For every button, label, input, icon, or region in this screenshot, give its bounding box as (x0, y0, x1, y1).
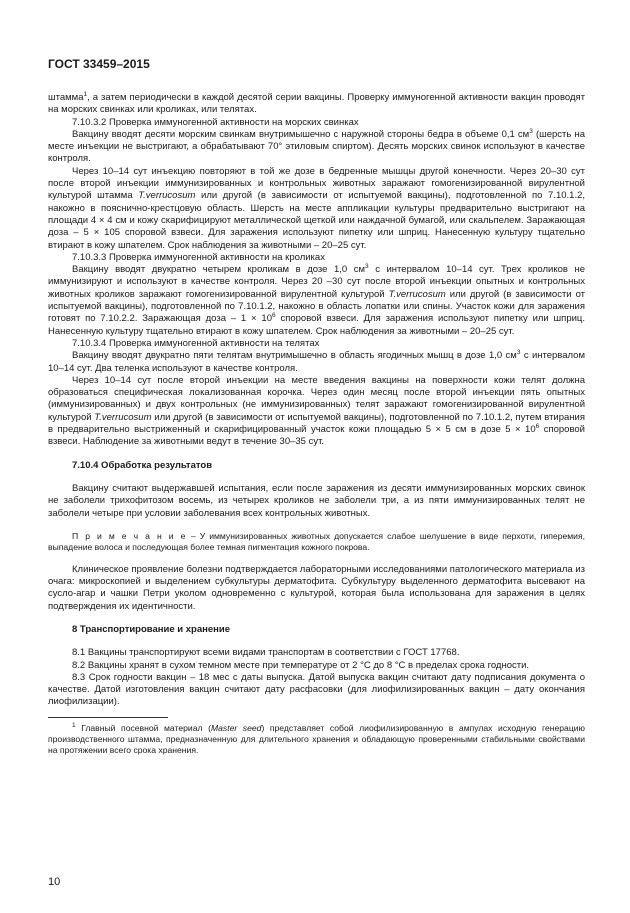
text: с интервалом 10–14 сут. Трех кроликов не иммунизируют и используют в качестве контроля. Через 20 –30 сут после второй инъекции опытных и контрольных животных кроликов заражают гомогенизированной вирулентной культурой (48, 264, 585, 300)
text: с интервалом 10–14 сут. Два теленка используют в качестве контроля. (48, 350, 585, 374)
text: Главный посевной материал ( (75, 722, 211, 733)
text: Через 10–14 сут инъекцию повторяют в той же дозе в бедренные мышцы другой конечности. Через 20–30 сут после второй инъекции иммунизированных и контрольных животных заражают гомогенизированной вирулентной культурой штамма (48, 165, 585, 202)
paragraph: 8.1 Вакцины транспортируют всеми видами транспортам в соответствии с ГОСТ 17768. (72, 647, 460, 659)
paragraph (48, 264, 585, 338)
paragraph (48, 375, 585, 449)
paragraph (48, 92, 585, 117)
note (48, 531, 585, 553)
text: ) представляет собой лиофилизированную в ампулах исходную генерацию производственного штамма, предназначенную для длительного хранения и обладающую проверенными стабильными свойствами на протяжении всего срока хранения. (48, 722, 585, 755)
page-number: 10 (48, 876, 61, 888)
text: штамма (48, 92, 84, 103)
superscript: 6 (272, 312, 276, 320)
note-label: П р и м е ч а н и е (72, 530, 187, 541)
note-text: – У иммунизированных животных допускается слабое шелушение в виде перхоти, гиперемия, выпадение волоса и последующая более темная пигментация кожного покрова. (48, 530, 585, 552)
footnote-ref: 1 (83, 91, 88, 98)
text: Вакцину вводят двукратно четырем кроликам в дозе 1,0 см (72, 264, 366, 276)
superscript: 3 (516, 349, 521, 357)
paragraph (48, 166, 585, 252)
text: или другой (в зависимости от испытуемой вакцины), подготовленной по 7.10.1.2, накожно в область лопатки или спины. Участок кожи для заражения готовят по 7.10.2.2. Заражающая доза – 1 × 10 (48, 288, 585, 325)
species-name: T.verrucosum (388, 288, 446, 300)
text: споровой взвеси. Для заражения используют пипетку или шприц. Нанесенную культуру тщательно втирают в кожу шпателем. Срок наблюдения за животными – 20–25 сут. (48, 313, 585, 337)
text: , а затем периодически в каждой десятой серии вакцины. Проверку иммуногенной активности вакцин проводят на морских свинках или кроликах, или телятах. (48, 92, 585, 116)
section-heading: 8 Транспортирование и хранение (72, 623, 231, 635)
section-heading: 7.10.4 Обработка результатов (72, 459, 213, 471)
footnote-separator (48, 717, 168, 718)
paragraph: 8.2 Вакцины хранят в сухом темном месте при температуре от 2 °С до 8 °С в пределах срока годности. (72, 659, 530, 671)
paragraph (48, 350, 585, 375)
species-name: T.verrucosum (138, 190, 196, 202)
footnote (48, 723, 585, 756)
section-heading: 7.10.3.2 Проверка иммуногенной активности на морских свинках (72, 116, 359, 128)
term: Master seed (210, 722, 262, 733)
text: (шерсть на месте инъекции не выстригают, а обрабатывают 70° этиловым спиртом). Десять морских свинок используют в качестве контроля. (48, 128, 585, 165)
document-body (48, 92, 585, 756)
paragraph: Клиническое проявление болезни подтверждается лабораторными исследованиями патологического материала из очага: микроскопией и выделением субкультуры дерматофита. Субкультуру выделенного дерматофита высевают на сусло-агар и чашки Петри уколом одновременно с культурой, которая была использована для заражения в целях подтверждения их идентичности. (48, 563, 585, 612)
paragraph: 8.3 Срок годности вакцин – 18 мес с даты выпуска. Датой выпуска вакцин считают дату подписания документа о качестве. Датой изготовления вакцин считают дату расфасовки (для лиофилизированных вакцин – дату окончания лиофилизации). (48, 671, 585, 708)
paragraph (48, 129, 585, 166)
text: или другой (в зависимости от испытуемой вакцины), подготовленной по 7.10.1.2, путем втирания в предварительно выстриженный и скарифицированный участок кожи площадью 5 × 5 см в дозе 5 × 10 (48, 411, 585, 436)
text: споровой взвеси. Наблюдение за животными ведут в течение 30–35 сут. (48, 424, 585, 448)
text: Вакцину вводят десяти морским свинкам внутримышечно с наружной стороны бедра в объеме 0,1 см (72, 128, 530, 140)
section-heading: 7.10.3.3 Проверка иммуногенной активности на кроликах (72, 251, 325, 263)
species-name: T.verrucosum (94, 411, 152, 423)
superscript: 3 (529, 127, 533, 135)
text: Через 10–14 сут после второй инъекции на месте введения вакцины на поверхности кожи телят должна образоваться специфическая локализованная корочка. Через один месяц после второй инъекции пять опытных (иммунизированных) и двух контрольных (не иммунизированных) телят заражают гомогенизированной вирулентной культурой (48, 374, 585, 423)
superscript: 6 (535, 423, 540, 431)
text: или другой (в зависимости от испытуемой вакцины), подготовленной по 7.10.1.2, накожно в пояснично-крестцовую область. Шерсть на месте аппликации культуры предварительно выстригают на площади 4 × 4 см и кожу скарифицируют металлической щеткой или наждачной бумагой, или скальпелем. Заражающая доза – 5 × 105 споровой взвеси. Для заражения используют пипетку или шприц. Нанесенную культуру тщательно втирают в кожу шпателем. Срок наблюдения за животными – 20–25 сут. (48, 190, 586, 251)
paragraph: Вакцину считают выдержавшей испытания, если после заражения из десяти иммунизированных морских свинок не заболели трихофитозом восемь, из четырех кроликов не заболели три, а из пяти иммунизированных телят не заболели четыре при условии заболевания всех контрольных животных. (48, 482, 585, 519)
superscript: 3 (365, 263, 369, 271)
footnote-mark: 1 (72, 721, 76, 729)
doc-header: ГОСТ 33459–2015 (48, 57, 150, 71)
text: Вакцину вводят двукратно пяти телятам внутримышечно в область ягодичных мышц в дозе 1,0 см (72, 350, 517, 362)
section-heading: 7.10.3.4 Проверка иммуногенной активности на телятах (72, 337, 320, 349)
